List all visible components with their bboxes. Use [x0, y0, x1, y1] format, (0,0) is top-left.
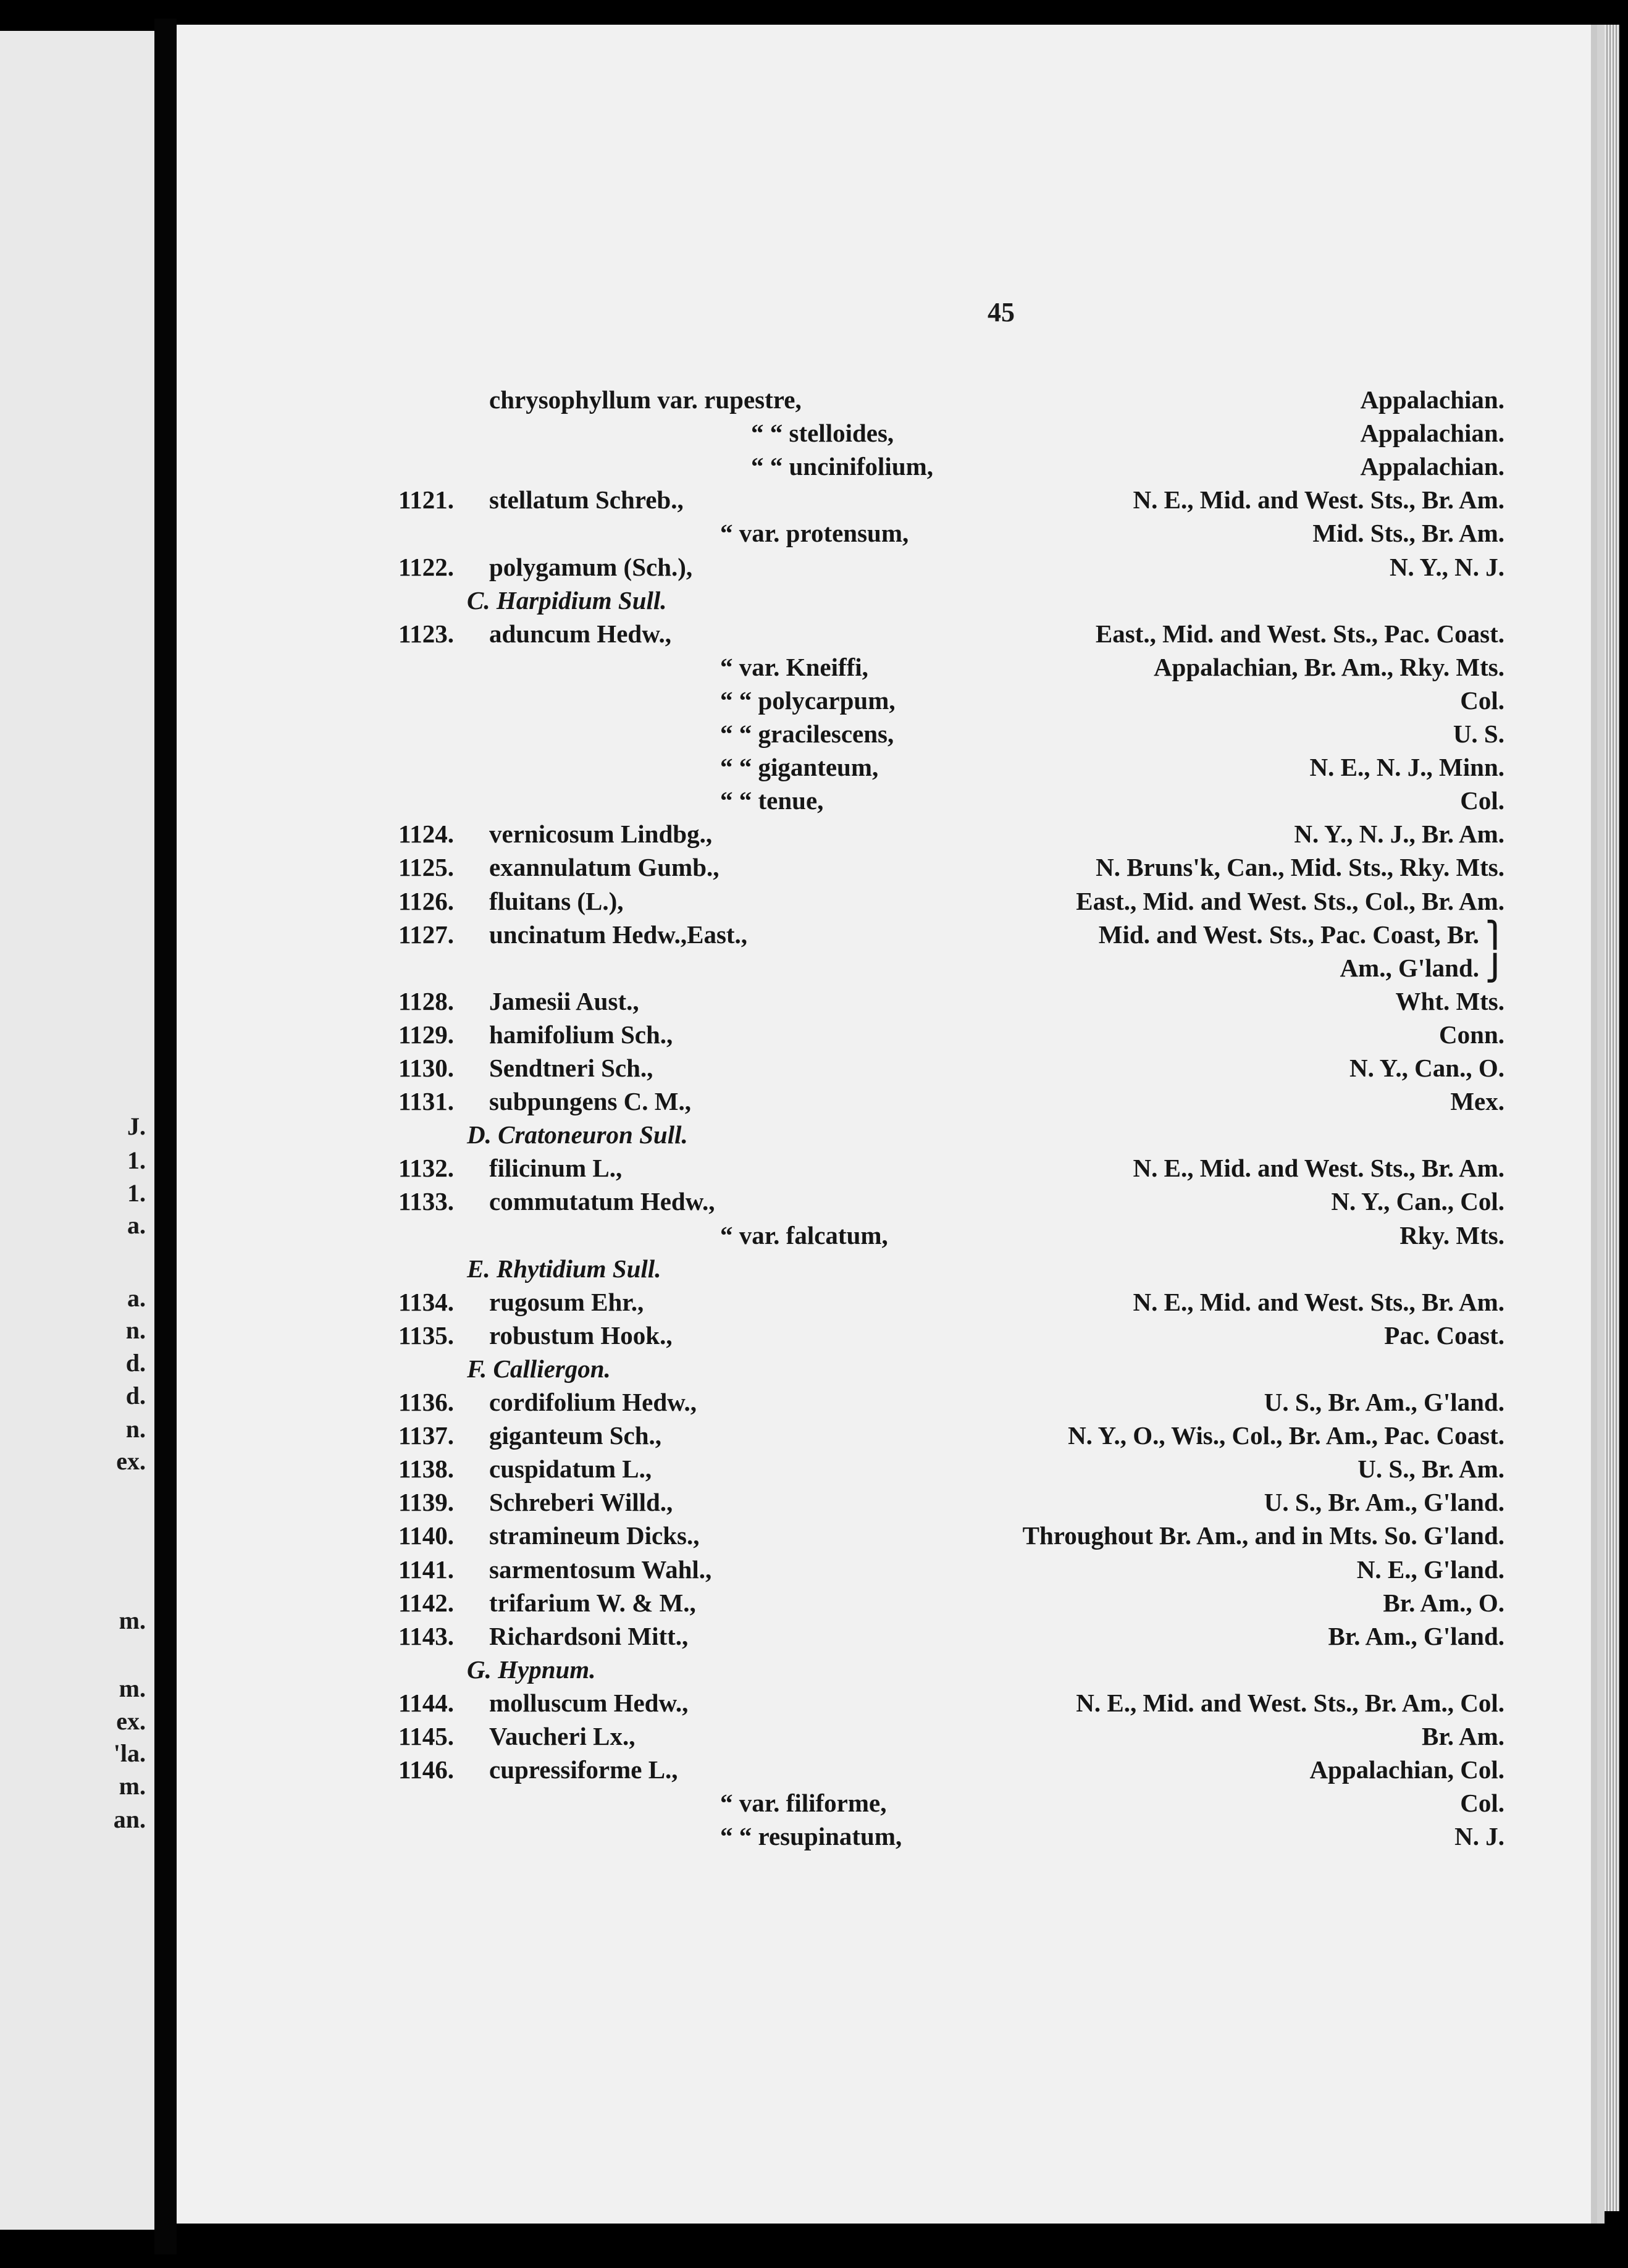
locality: Mex. [1450, 1087, 1504, 1115]
section-heading: F. Calliergon. [467, 1354, 611, 1383]
species-name: aduncum Hedw., [489, 620, 672, 648]
list-item [177, 1720, 1597, 1753]
list-item [177, 1051, 1597, 1085]
list-item [177, 1285, 1597, 1319]
species-name: “ var. falcatum, [720, 1221, 888, 1250]
list-item [177, 1419, 1597, 1452]
locality: N. E., Mid. and West. Sts., Br. Am. [1133, 1288, 1504, 1316]
list-item [177, 1452, 1597, 1485]
species-name: molluscum Hedw., [489, 1689, 689, 1717]
list-item [177, 918, 1597, 951]
locality: N. Y., N. J., Br. Am. [1294, 820, 1504, 848]
list-item [177, 1018, 1597, 1051]
entry-number: 1124. [398, 820, 454, 848]
list-item [177, 617, 1597, 650]
locality: Am., G'land. ⎭ [1340, 954, 1504, 982]
list-item [177, 1151, 1597, 1185]
species-name: subpungens C. M., [489, 1087, 691, 1115]
entry-number: 1127. [398, 920, 454, 949]
entry-number: 1136. [398, 1388, 454, 1416]
species-name: commutatum Hedw., [489, 1187, 715, 1216]
page-edge [1605, 25, 1619, 2211]
entry-number: 1138. [398, 1455, 454, 1483]
species-name: exannulatum Gumb., [489, 853, 720, 881]
locality: East., Mid. and West. Sts., Pac. Coast. [1095, 620, 1504, 648]
species-name: “ “ gracilescens, [720, 720, 894, 748]
document-page [177, 25, 1605, 2224]
list-item [177, 416, 1597, 450]
species-name: filicinum L., [489, 1154, 623, 1182]
entry-number: 1134. [398, 1288, 454, 1316]
locality: U. S., Br. Am., G'land. [1264, 1388, 1504, 1416]
entry-number: 1129. [398, 1020, 454, 1049]
locality: Mid. Sts., Br. Am. [1312, 519, 1504, 547]
entry-number: 1121. [398, 485, 454, 514]
list-item [177, 1786, 1597, 1820]
left-page-text-fragment: m. [119, 1674, 146, 1702]
list-item [177, 985, 1597, 1018]
species-name: “ “ uncinifolium, [751, 452, 934, 481]
entry-number: 1142. [398, 1589, 454, 1617]
entry-number: 1135. [398, 1321, 454, 1350]
list-item [177, 550, 1597, 584]
list-item [177, 483, 1597, 516]
entry-number: 1145. [398, 1722, 454, 1750]
left-page-text-fragment: 1. [127, 1146, 146, 1174]
left-page-text-fragment: a. [127, 1211, 146, 1239]
left-page-text-fragment: n. [125, 1415, 146, 1443]
left-page-text-fragment: a. [127, 1284, 146, 1312]
list-item [177, 951, 1597, 985]
entry-number: 1130. [398, 1054, 454, 1082]
entry-number: 1131. [398, 1087, 454, 1115]
locality: Appalachian, Br. Am., Rky. Mts. [1153, 653, 1504, 681]
locality: Wht. Mts. [1395, 987, 1504, 1015]
entry-number: 1125. [398, 853, 454, 881]
species-name: “ “ giganteum, [720, 753, 879, 781]
species-name: “ var. Kneiffi, [720, 653, 868, 681]
left-page-text-fragment: 'la. [113, 1739, 146, 1767]
list-item [177, 1586, 1597, 1619]
locality: Br. Am., G'land. [1328, 1622, 1504, 1650]
locality: N. Y., N. J. [1389, 553, 1504, 581]
locality: N. E., N. J., Minn. [1309, 753, 1504, 781]
left-page-text-fragment: n. [125, 1316, 146, 1344]
section-heading: D. Cratoneuron Sull. [467, 1120, 688, 1149]
page-number: 45 [988, 297, 1015, 327]
species-name: Vaucheri Lx., [489, 1722, 636, 1750]
left-page-text-fragment: 1. [127, 1179, 146, 1207]
entry-number: 1132. [398, 1154, 454, 1182]
species-name: chrysophyllum var. rupestre, [489, 385, 802, 414]
locality: Col. [1460, 1789, 1504, 1817]
entry-number: 1123. [398, 620, 454, 648]
entry-number: 1137. [398, 1421, 454, 1450]
section-heading: E. Rhytidium Sull. [467, 1254, 661, 1283]
list-item [177, 1519, 1597, 1552]
book-spine [154, 19, 177, 2254]
list-item [177, 1385, 1597, 1419]
list-item [177, 584, 1597, 617]
list-item [177, 1185, 1597, 1218]
species-name: vernicosum Lindbg., [489, 820, 713, 848]
species-name: “ “ stelloides, [751, 419, 894, 447]
list-item [177, 1485, 1597, 1519]
species-name: Jamesii Aust., [489, 987, 639, 1015]
locality: N. Y., Can., Col. [1331, 1187, 1504, 1216]
entry-number: 1133. [398, 1187, 454, 1216]
locality: N. Bruns'k, Can., Mid. Sts., Rky. Mts. [1096, 853, 1504, 881]
locality: N. E., Mid. and West. Sts., Br. Am. [1133, 1154, 1504, 1182]
locality: Col. [1460, 786, 1504, 815]
list-item [177, 1686, 1597, 1720]
species-name: giganteum Sch., [489, 1421, 662, 1450]
species-name: fluitans (L.), [489, 887, 624, 915]
locality: Br. Am. [1421, 1722, 1504, 1750]
locality: Col. [1460, 686, 1504, 715]
list-item [177, 784, 1597, 817]
entry-number: 1143. [398, 1622, 454, 1650]
species-name: cupressiforme L., [489, 1755, 678, 1784]
species-name: hamifolium Sch., [489, 1020, 673, 1049]
species-name: polygamum (Sch.), [489, 553, 693, 581]
locality: Mid. and West. Sts., Pac. Coast, Br. ⎫ [1098, 920, 1504, 949]
list-item [177, 1219, 1597, 1252]
entry-number: 1139. [398, 1488, 454, 1516]
left-page-text-fragment: m. [119, 1606, 146, 1634]
list-item [177, 383, 1597, 416]
entry-number: 1122. [398, 553, 454, 581]
entry-number: 1141. [398, 1555, 454, 1584]
locality: Conn. [1439, 1020, 1504, 1049]
left-page-text-fragment: J. [127, 1112, 146, 1140]
locality: East., Mid. and West. Sts., Col., Br. Am. [1076, 887, 1504, 915]
species-name: “ “ polycarpum, [720, 686, 896, 715]
list-item [177, 717, 1597, 750]
list-item [177, 1553, 1597, 1586]
species-name: uncinatum Hedw.,East., [489, 920, 748, 949]
species-name: “ “ tenue, [720, 786, 824, 815]
locality: N. E., Mid. and West. Sts., Br. Am., Col. [1076, 1689, 1504, 1717]
entry-number: 1144. [398, 1689, 454, 1717]
list-item [177, 684, 1597, 717]
left-page-text-fragment: d. [125, 1349, 146, 1377]
list-item [177, 1653, 1597, 1686]
list-item [177, 450, 1597, 483]
species-name: trifarium W. & M., [489, 1589, 696, 1617]
left-page-fragment [0, 31, 158, 2230]
section-heading: C. Harpidium Sull. [467, 586, 667, 615]
locality: N. E., G'land. [1356, 1555, 1504, 1584]
locality: N. E., Mid. and West. Sts., Br. Am. [1133, 485, 1504, 514]
entry-number: 1140. [398, 1521, 454, 1550]
locality: Throughout Br. Am., and in Mts. So. G'land. [1022, 1521, 1504, 1550]
locality: U. S. [1453, 720, 1504, 748]
species-name: Schreberi Willd., [489, 1488, 673, 1516]
list-item [177, 1118, 1597, 1151]
locality: Appalachian. [1360, 385, 1504, 414]
species-name: cordifolium Hedw., [489, 1388, 697, 1416]
entry-number: 1146. [398, 1755, 454, 1784]
list-item [177, 1319, 1597, 1352]
species-name: “ “ resupinatum, [720, 1822, 902, 1850]
list-item [177, 1352, 1597, 1385]
left-page-text-fragment: an. [113, 1805, 146, 1833]
list-item [177, 750, 1597, 784]
species-name: stellatum Schreb., [489, 485, 684, 514]
list-item [177, 1252, 1597, 1285]
list-item [177, 1085, 1597, 1118]
locality: Br. Am., O. [1383, 1589, 1504, 1617]
species-name: “ var. filiforme, [720, 1789, 887, 1817]
species-name: stramineum Dicks., [489, 1521, 700, 1550]
locality: U. S., Br. Am. [1357, 1455, 1504, 1483]
species-name: “ var. protensum, [720, 519, 909, 547]
list-item [177, 1753, 1597, 1786]
left-page-text-fragment: d. [125, 1382, 146, 1409]
locality: N. Y., O., Wis., Col., Br. Am., Pac. Coast. [1068, 1421, 1504, 1450]
species-name: rugosum Ehr., [489, 1288, 644, 1316]
species-name: sarmentosum Wahl., [489, 1555, 712, 1584]
locality: Appalachian, Col. [1309, 1755, 1504, 1784]
locality: Appalachian. [1360, 452, 1504, 481]
list-item [177, 650, 1597, 684]
species-name: cuspidatum L., [489, 1455, 652, 1483]
entry-number: 1128. [398, 987, 454, 1015]
list-item [177, 1820, 1597, 1853]
locality: U. S., Br. Am., G'land. [1264, 1488, 1504, 1516]
list-item [177, 817, 1597, 850]
list-item [177, 884, 1597, 918]
section-heading: G. Hypnum. [467, 1655, 596, 1684]
locality: Pac. Coast. [1384, 1321, 1504, 1350]
locality: Rky. Mts. [1399, 1221, 1504, 1250]
species-name: robustum Hook., [489, 1321, 673, 1350]
left-page-text-fragment: m. [119, 1772, 146, 1800]
locality: N. J. [1454, 1822, 1504, 1850]
left-page-text-fragment: ex. [116, 1707, 146, 1735]
locality: N. Y., Can., O. [1349, 1054, 1504, 1082]
list-item [177, 850, 1597, 884]
entry-number: 1126. [398, 887, 454, 915]
species-name: Richardsoni Mitt., [489, 1622, 689, 1650]
left-page-text-fragment: ex. [116, 1447, 146, 1475]
locality: Appalachian. [1360, 419, 1504, 447]
list-item [177, 1619, 1597, 1653]
species-name: Sendtneri Sch., [489, 1054, 653, 1082]
list-item [177, 516, 1597, 550]
